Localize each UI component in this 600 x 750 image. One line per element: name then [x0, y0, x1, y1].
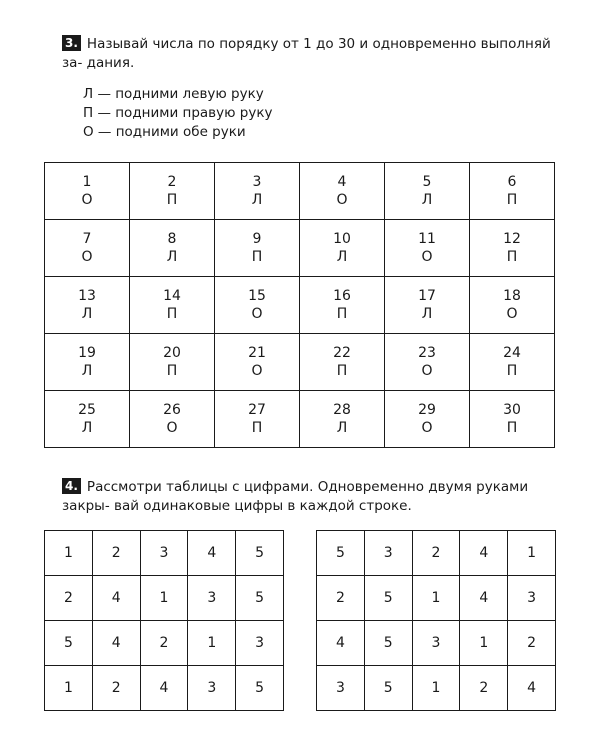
grid-cell [385, 163, 470, 220]
grid-row [45, 391, 555, 448]
digit-cell: 2 [317, 576, 365, 621]
grid-cell [470, 277, 555, 334]
legend-both: О — подними обе руки [83, 124, 246, 140]
digit-cell: 5 [317, 531, 365, 576]
digit-cell: 4 [92, 576, 140, 621]
cell-letter: О [251, 363, 263, 379]
grid-cell [385, 277, 470, 334]
grid-cell [130, 334, 215, 391]
cell-letter: О [251, 306, 263, 322]
cell-number: 9 [252, 231, 262, 247]
digit-table-left [44, 530, 284, 711]
digit-cell: 1 [460, 621, 508, 666]
legend [83, 85, 272, 142]
digit-cell: 2 [140, 621, 188, 666]
cell-letter: П [506, 192, 518, 208]
digit-cell: 4 [188, 531, 236, 576]
digit-cell: 2 [508, 621, 556, 666]
cell-number: 1 [82, 174, 92, 190]
cell-number: 10 [333, 231, 351, 247]
cell-letter: П [336, 363, 348, 379]
grid-row [45, 334, 555, 391]
grid-cell [385, 391, 470, 448]
cell-letter: Л [81, 306, 93, 322]
cell-number: 24 [503, 345, 521, 361]
cell-number: 30 [503, 402, 521, 418]
digit-cell: 5 [364, 576, 412, 621]
grid-cell [385, 220, 470, 277]
grid-cell [300, 334, 385, 391]
digit-cell: 3 [364, 531, 412, 576]
cell-letter: О [336, 192, 348, 208]
digit-cell: 2 [92, 531, 140, 576]
grid-cell [300, 220, 385, 277]
digit-cell: 3 [236, 621, 284, 666]
digit-cell: 1 [45, 531, 93, 576]
cell-letter: П [336, 306, 348, 322]
digit-cell: 3 [412, 621, 460, 666]
digit-cell: 1 [140, 576, 188, 621]
grid-cell [215, 220, 300, 277]
cell-letter: О [81, 249, 93, 265]
table-row [45, 621, 284, 666]
legend-left: Л — подними левую руку [83, 86, 264, 102]
digit-cell: 3 [188, 666, 236, 711]
cell-number: 2 [167, 174, 177, 190]
cell-letter: Л [336, 420, 348, 436]
cell-letter: Л [421, 306, 433, 322]
digit-cell: 3 [140, 531, 188, 576]
grid-cell [130, 391, 215, 448]
digit-cell: 5 [236, 531, 284, 576]
number-letter-grid [44, 162, 555, 448]
grid-cell [215, 163, 300, 220]
cell-letter: Л [251, 192, 263, 208]
cell-letter: П [506, 363, 518, 379]
cell-letter: Л [336, 249, 348, 265]
digit-cell: 2 [92, 666, 140, 711]
cell-number: 12 [503, 231, 521, 247]
cell-number: 16 [333, 288, 351, 304]
cell-number: 19 [78, 345, 96, 361]
cell-number: 15 [248, 288, 266, 304]
grid-cell [300, 391, 385, 448]
table-row [317, 666, 556, 711]
cell-letter: П [506, 420, 518, 436]
grid-cell [300, 163, 385, 220]
grid-cell [385, 334, 470, 391]
grid-cell [130, 163, 215, 220]
cell-letter: Л [81, 420, 93, 436]
cell-number: 25 [78, 402, 96, 418]
grid-cell [215, 334, 300, 391]
cell-number: 27 [248, 402, 266, 418]
cell-letter: О [421, 249, 433, 265]
cell-number: 8 [167, 231, 177, 247]
cell-letter: Л [421, 192, 433, 208]
cell-letter: О [81, 192, 93, 208]
cell-letter: П [166, 192, 178, 208]
cell-number: 11 [418, 231, 436, 247]
task-4-number: 4. [62, 478, 81, 494]
digit-cell: 4 [460, 576, 508, 621]
digit-cell: 5 [236, 576, 284, 621]
grid-cell [470, 334, 555, 391]
cell-letter: П [166, 363, 178, 379]
digit-cell: 3 [317, 666, 365, 711]
digit-cell: 5 [364, 621, 412, 666]
digit-cell: 1 [508, 531, 556, 576]
digit-cell: 5 [45, 621, 93, 666]
digit-cell: 4 [140, 666, 188, 711]
grid-cell [470, 163, 555, 220]
digit-cell: 5 [236, 666, 284, 711]
grid-row [45, 220, 555, 277]
cell-number: 20 [163, 345, 181, 361]
digit-cell: 3 [508, 576, 556, 621]
grid-cell [215, 277, 300, 334]
cell-number: 29 [418, 402, 436, 418]
digit-table-right [316, 530, 556, 711]
grid-cell [130, 220, 215, 277]
cell-letter: П [166, 306, 178, 322]
cell-number: 6 [507, 174, 517, 190]
grid-cell [45, 277, 130, 334]
cell-letter: О [421, 363, 433, 379]
table-row [45, 666, 284, 711]
cell-number: 21 [248, 345, 266, 361]
cell-letter: Л [166, 249, 178, 265]
table-row [45, 531, 284, 576]
cell-number: 14 [163, 288, 181, 304]
cell-number: 7 [82, 231, 92, 247]
task-4-text: Рассмотри таблицы с цифрами. Одновременно двумя руками закры- вай одинаковые цифры в каждой строке. [62, 479, 529, 514]
task-4 [62, 478, 560, 516]
table-row [317, 531, 556, 576]
grid-cell [130, 277, 215, 334]
task-3 [62, 35, 560, 73]
cell-number: 5 [422, 174, 432, 190]
cell-number: 28 [333, 402, 351, 418]
digit-cell: 4 [92, 621, 140, 666]
digit-cell: 3 [188, 576, 236, 621]
grid-row [45, 277, 555, 334]
legend-right: П — подними правую руку [83, 105, 273, 121]
digit-cell: 1 [412, 576, 460, 621]
task-3-number: 3. [62, 35, 81, 51]
cell-letter: П [506, 249, 518, 265]
cell-number: 17 [418, 288, 436, 304]
cell-number: 23 [418, 345, 436, 361]
digit-cell: 4 [317, 621, 365, 666]
digit-cell: 4 [460, 531, 508, 576]
digit-cell: 5 [364, 666, 412, 711]
cell-number: 22 [333, 345, 351, 361]
table-row [317, 576, 556, 621]
grid-cell [470, 220, 555, 277]
cell-letter: О [506, 306, 518, 322]
cell-number: 18 [503, 288, 521, 304]
cell-number: 3 [252, 174, 262, 190]
grid-cell [215, 391, 300, 448]
digit-cell: 1 [45, 666, 93, 711]
grid-cell [45, 220, 130, 277]
grid-row [45, 163, 555, 220]
cell-letter: Л [81, 363, 93, 379]
digit-cell: 1 [188, 621, 236, 666]
digit-cell: 2 [460, 666, 508, 711]
digit-cell: 2 [412, 531, 460, 576]
digit-cell: 4 [508, 666, 556, 711]
cell-number: 26 [163, 402, 181, 418]
grid-cell [300, 277, 385, 334]
table-row [317, 621, 556, 666]
cell-letter: О [421, 420, 433, 436]
task-3-text: Называй числа по порядку от 1 до 30 и одновременно выполняй за- дания. [62, 36, 551, 71]
cell-number: 4 [337, 174, 347, 190]
cell-letter: П [251, 420, 263, 436]
cell-number: 13 [78, 288, 96, 304]
table-row [45, 576, 284, 621]
grid-cell [45, 163, 130, 220]
cell-letter: П [251, 249, 263, 265]
digit-cell: 1 [412, 666, 460, 711]
cell-letter: О [166, 420, 178, 436]
digit-cell: 2 [45, 576, 93, 621]
grid-cell [45, 391, 130, 448]
grid-cell [45, 334, 130, 391]
grid-cell [470, 391, 555, 448]
